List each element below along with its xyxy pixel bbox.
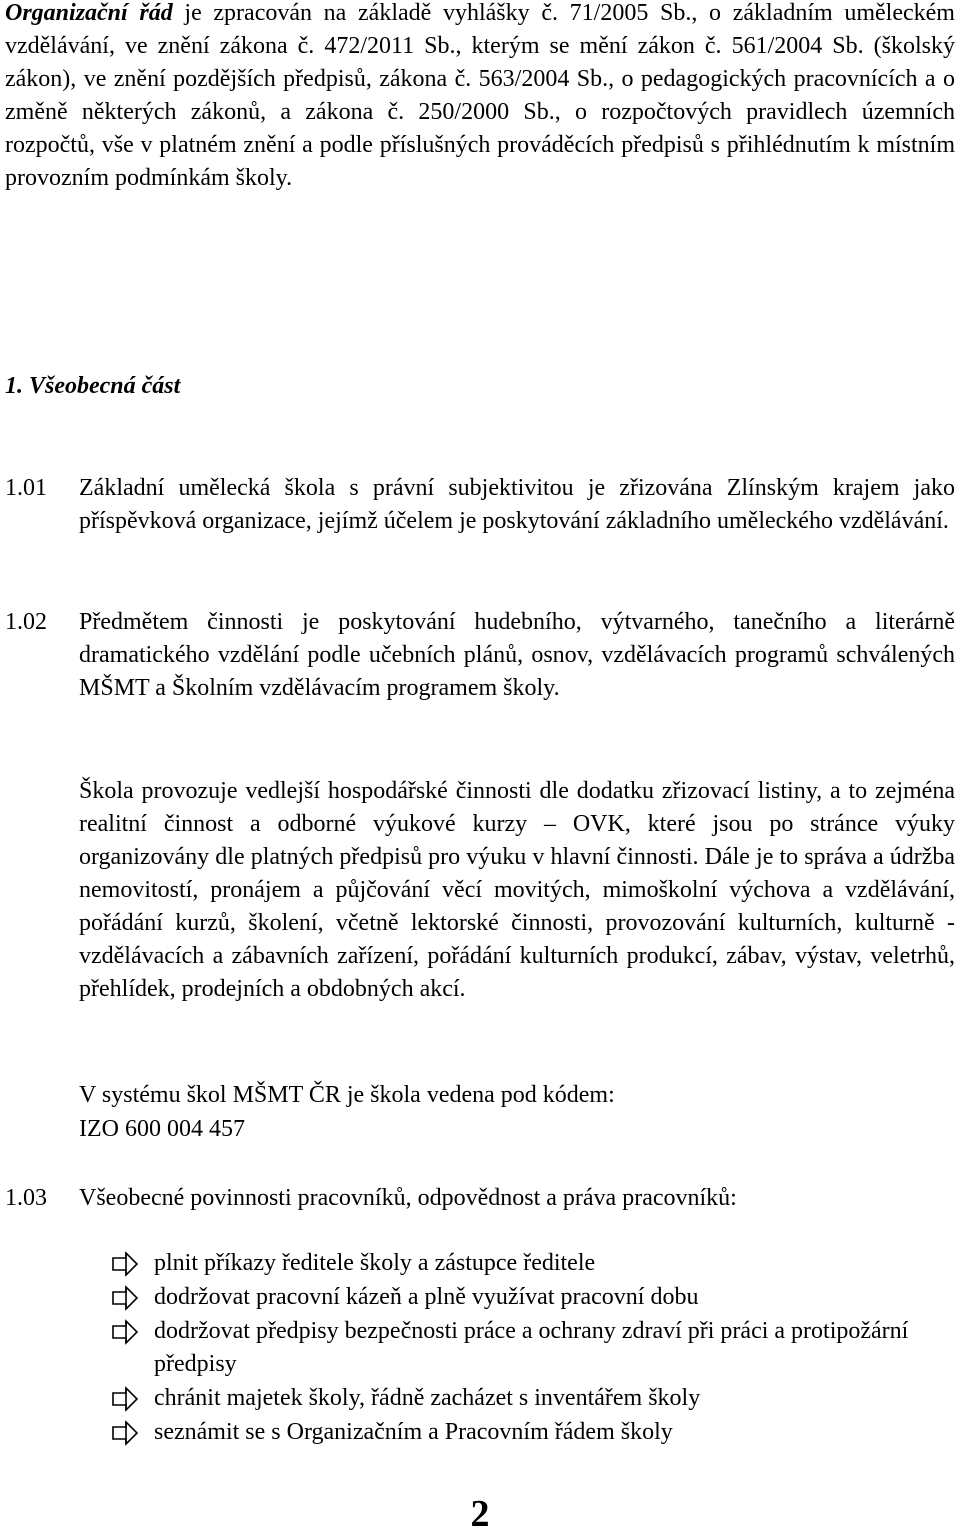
arrow-bullet-icon (110, 1416, 140, 1449)
clause-number: 1.02 (5, 609, 47, 635)
list-item (110, 1416, 955, 1449)
intro-lead: Organizační řád (5, 0, 173, 26)
clause-number: 1.03 (5, 1185, 47, 1211)
list-item (110, 1315, 955, 1381)
clause-text: Předmětem činnosti je poskytování hudebního, výtvarného, tanečního a literárně dramatického vzdělání podle učebních plánů, osnov, vzdělávacích programů schválených MŠMT a Školním vzdělávacím programem školy. (79, 609, 955, 701)
clause-number: 1.01 (5, 475, 47, 501)
duty-text: seznámit se s Organizačním a Pracovním řádem školy (154, 1419, 673, 1445)
list-item (110, 1382, 955, 1415)
intro-paragraph (5, 0, 955, 195)
duty-text: dodržovat předpisy bezpečnosti práce a ochrany zdraví při práci a protipožární předpisy (154, 1318, 909, 1377)
duty-text: plnit příkazy ředitele školy a zástupce ředitele (154, 1250, 596, 1276)
clause-1-02 (5, 606, 955, 705)
duty-text: chránit majetek školy, řádně zacházet s inventářem školy (154, 1385, 701, 1411)
arrow-bullet-icon (110, 1247, 140, 1280)
duties-list (110, 1247, 955, 1450)
school-izo: IZO 600 004 457 (79, 1116, 245, 1142)
list-item (110, 1247, 955, 1280)
secondary-activity-paragraph: Škola provozuje vedlejší hospodářské činnosti dle dodatku zřizovací listiny, a to zejména realitní činnost a odborné výukové kurzy – OVK, které jsou po stránce výuky organizovány dle platných předpisů pro výuku v hlavní činnosti. Dále je to správa a údržba nemovitostí, pronájem a půjčování věcí movitých, mimoškolní výchova a vzdělávání, pořádání kurzů, školení, včetně lektorské činnosti, provozování kulturních, kulturně - vzdělávacích a zábavních zařízení, pořádání kulturních produkcí, zábav, výstav, veletrhů, přehlídek, prodejních a obdobných akcí. (79, 778, 955, 1002)
duty-text: dodržovat pracovní kázeň a plně využívat pracovní dobu (154, 1284, 699, 1310)
clause-1-01 (5, 472, 955, 538)
list-item (110, 1281, 955, 1314)
arrow-bullet-icon (110, 1315, 140, 1348)
intro-text: je zpracován na základě vyhlášky č. 71/2005 Sb., o základním uměleckém vzdělávání, ve znění zákona č. 472/2011 Sb., kterým se mění zákon č. 561/2004 Sb. (školský zákon), ve znění pozdějších předpisů, zákona č. 563/2004 Sb., o pedagogických pracovnících a o změně některých zákonů, a zákona č. 250/2000 Sb., o rozpočtových pravidlech územních rozpočtů, vše v platném znění a podle příslušných prováděcích předpisů s přihlédnutím k místním provozním podmínkám školy. (5, 0, 955, 191)
page-number: 2 (470, 1493, 490, 1535)
school-code-line: V systému škol MŠMT ČR je škola vedena pod kódem: (79, 1082, 615, 1108)
section-heading: 1. Všeobecná část (5, 373, 181, 399)
clause-1-03 (5, 1182, 955, 1215)
clause-text: Základní umělecká škola s právní subjektivitou je zřizována Zlínským krajem jako příspěvková organizace, jejímž účelem je poskytování základního uměleckého vzdělávání. (79, 475, 955, 534)
arrow-bullet-icon (110, 1382, 140, 1415)
arrow-bullet-icon (110, 1281, 140, 1314)
clause-text: Všeobecné povinnosti pracovníků, odpovědnost a práva pracovníků: (79, 1185, 737, 1211)
